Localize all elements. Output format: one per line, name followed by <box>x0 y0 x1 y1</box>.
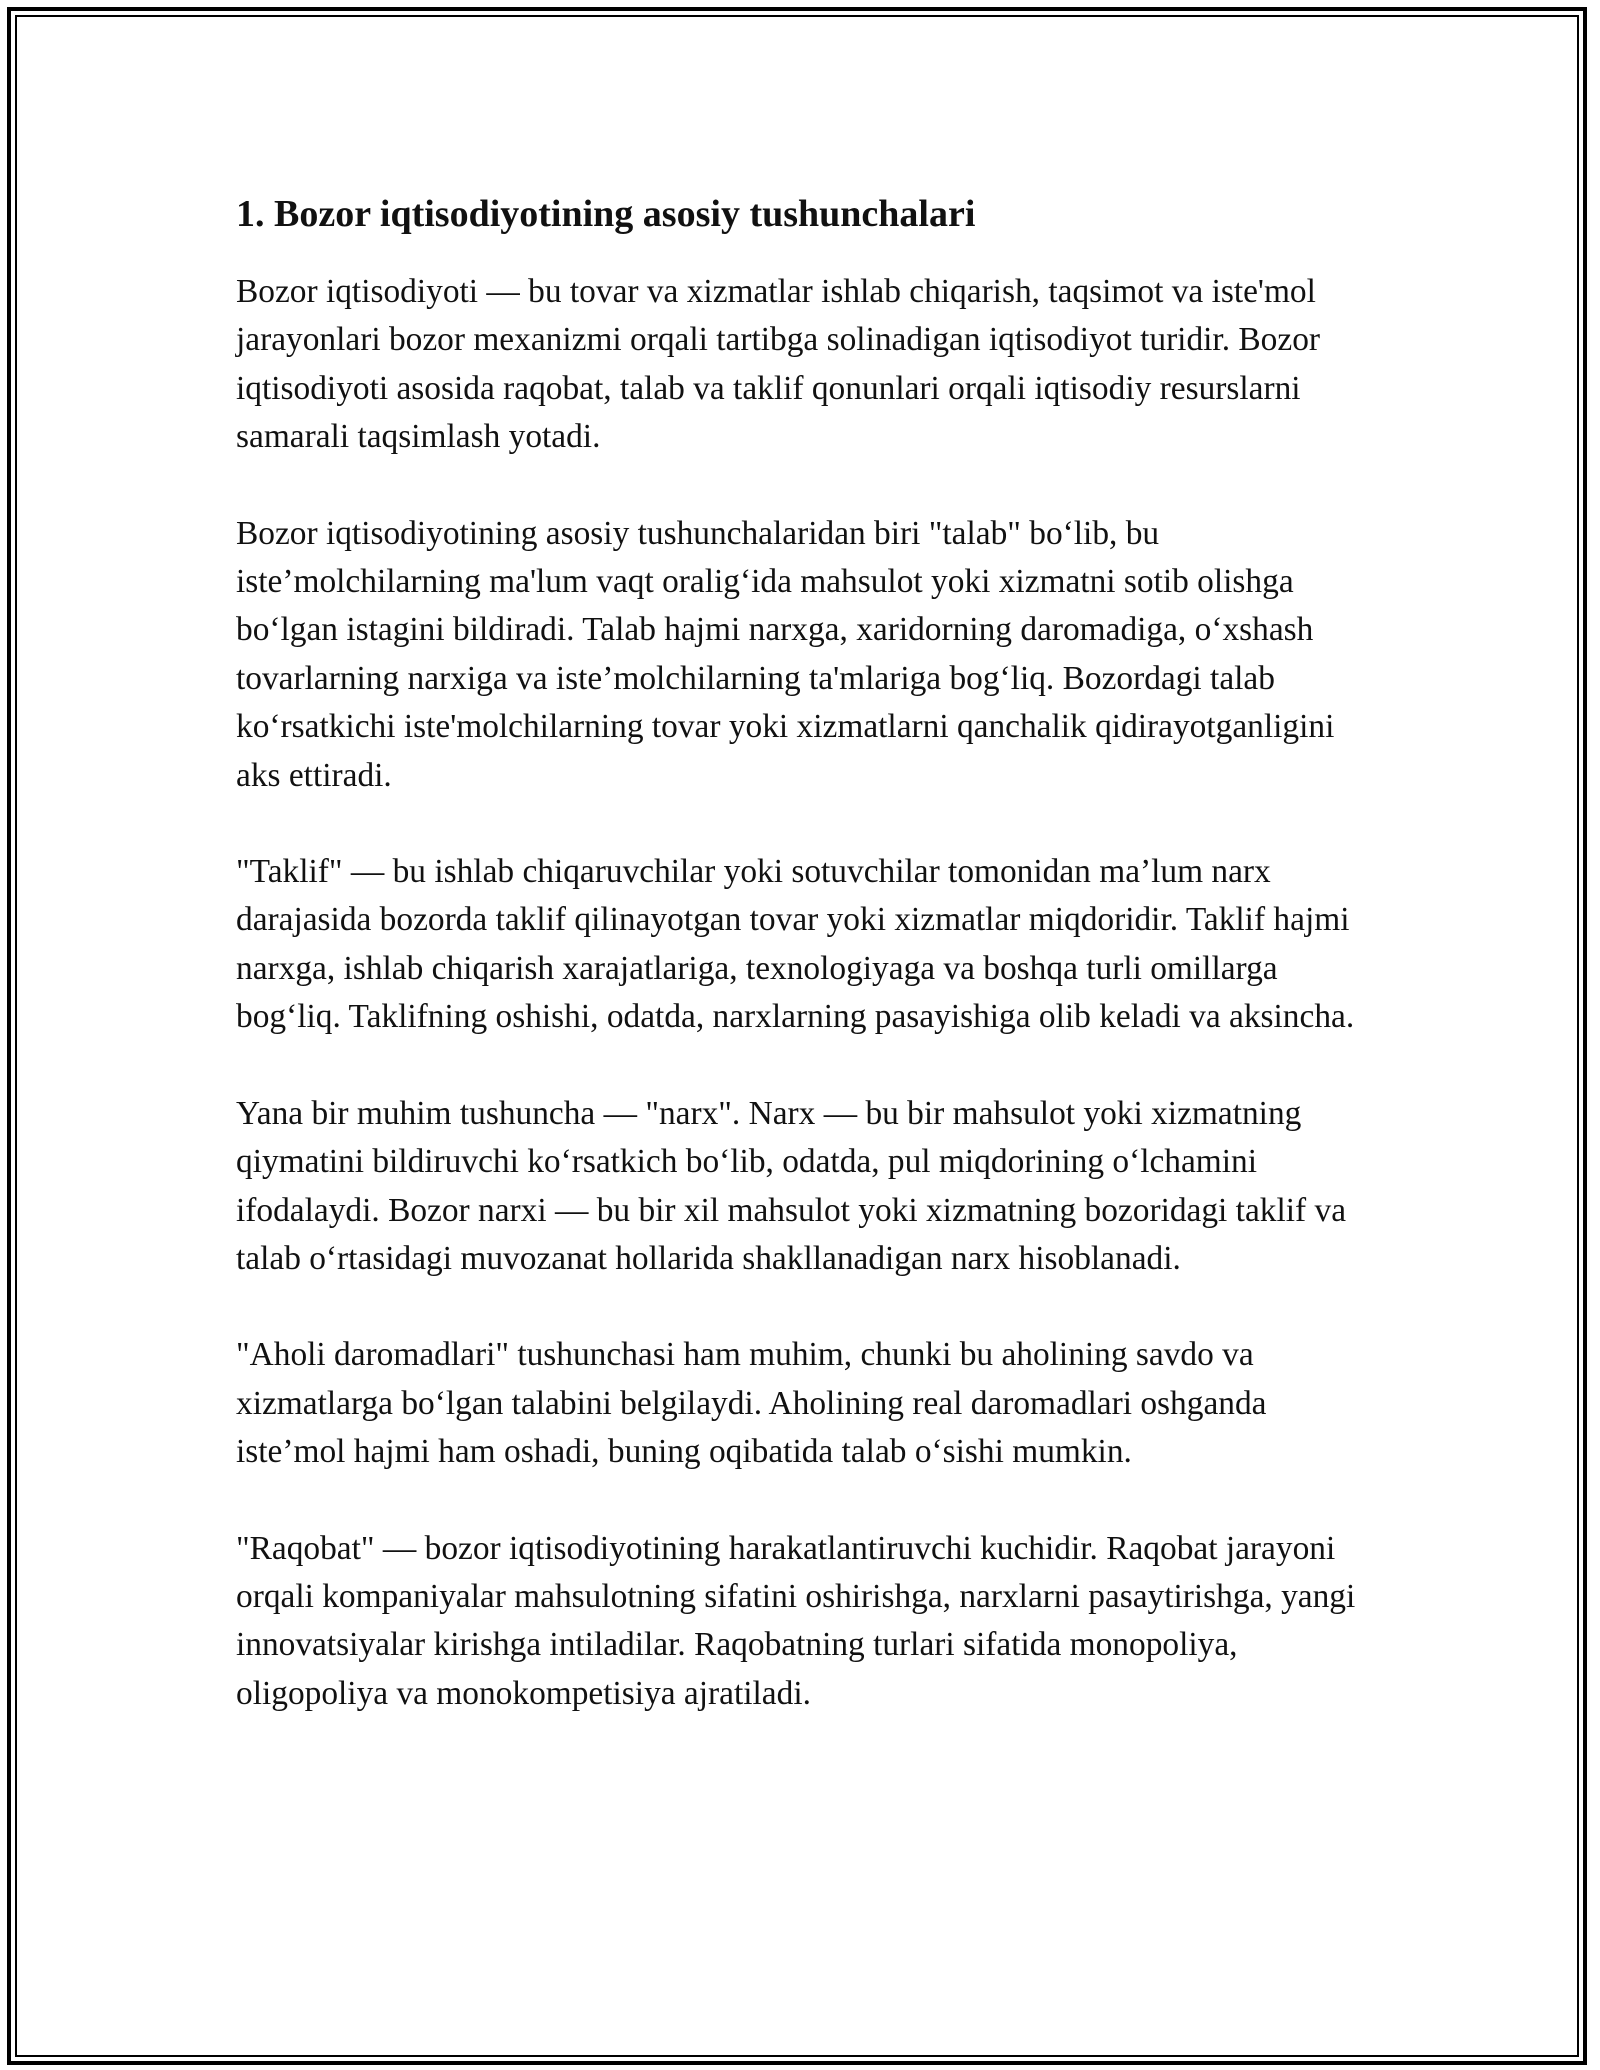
paragraph-supply: "Taklif" — bu ishlab chiqaruvchilar yoki sotuvchilar tomonidan ma’lum narx darajasida bozorda taklif qilinayotgan tovar yoki xizmatlar miqdoridir. Taklif hajmi narxga, ishlab chiqarish xarajatlariga, texnologiyaga va boshqa turli omillarga bog‘liq. Taklifning oshishi, odatda, narxlarning pasayishiga olib keladi va aksincha. <box>236 853 1355 1036</box>
paragraph-competition: "Raqobat" — bozor iqtisodiyotining harakatlantiruvchi kuchidir. Raqobat jarayoni orqali kompaniyalar mahsulotning sifatini oshirishga, narxlarni pasaytirishga, yangi innovatsiyalar kirishga intiladilar. Raqobatning turlari sifatida monopoliya, oligopoliya va monokompetisiya ajratiladi. <box>236 1529 1356 1712</box>
paragraph-market-economy: Bozor iqtisodiyoti — bu tovar va xizmatlar ishlab chiqarish, taqsimot va iste'mol jarayonlari bozor mexanizmi orqali tartibga solinadigan iqtisodiyot turidir. Bozor iqtisodiyoti asosida raqobat, talab va taklif qonunlari orqali iqtisodiy resurslarni samarali taqsimlash yotadi. <box>236 273 1321 456</box>
paragraph-demand: Bozor iqtisodiyotining asosiy tushunchalaridan biri "talab" bo‘lib, bu iste’molchilarning ma'lum vaqt oralig‘ida mahsulot yoki xizmatni sotib olishga bo‘lgan istagini bildiradi. Talab hajmi narxga, xaridorning daromadiga, o‘xshash tovarlarning narxiga va iste’molchilarning ta'mlariga bog‘liq. Bozordagi talab ko‘rsatkichi iste'molchilarning tovar yoki xizmatlarni qanchalik qidirayotganligini aks ettiradi. <box>236 514 1335 794</box>
document-body <box>236 186 1376 1766</box>
section-heading: 1. Bozor iqtisodiyotining asosiy tushunchalari <box>236 193 976 235</box>
paragraph-price: Yana bir muhim tushuncha — "narx". Narx — bu bir mahsulot yoki xizmatning qiymatini bildiruvchi ko‘rsatkich bo‘lib, odatda, pul miqdorining o‘lchamini ifodalaydi. Bozor narxi — bu bir xil mahsulot yoki xizmatning bozoridagi taklif va talab o‘rtasidagi muvozanat hollarida shakllanadigan narx hisoblanadi. <box>236 1094 1347 1277</box>
paragraph-income: "Aholi daromadlari" tushunchasi ham muhim, chunki bu aholining savdo va xizmatlarga bo‘lgan talabini belgilaydi. Aholining real daromadlari oshganda iste’mol hajmi ham oshadi, buning oqibatida talab o‘sishi mumkin. <box>236 1336 1267 1471</box>
